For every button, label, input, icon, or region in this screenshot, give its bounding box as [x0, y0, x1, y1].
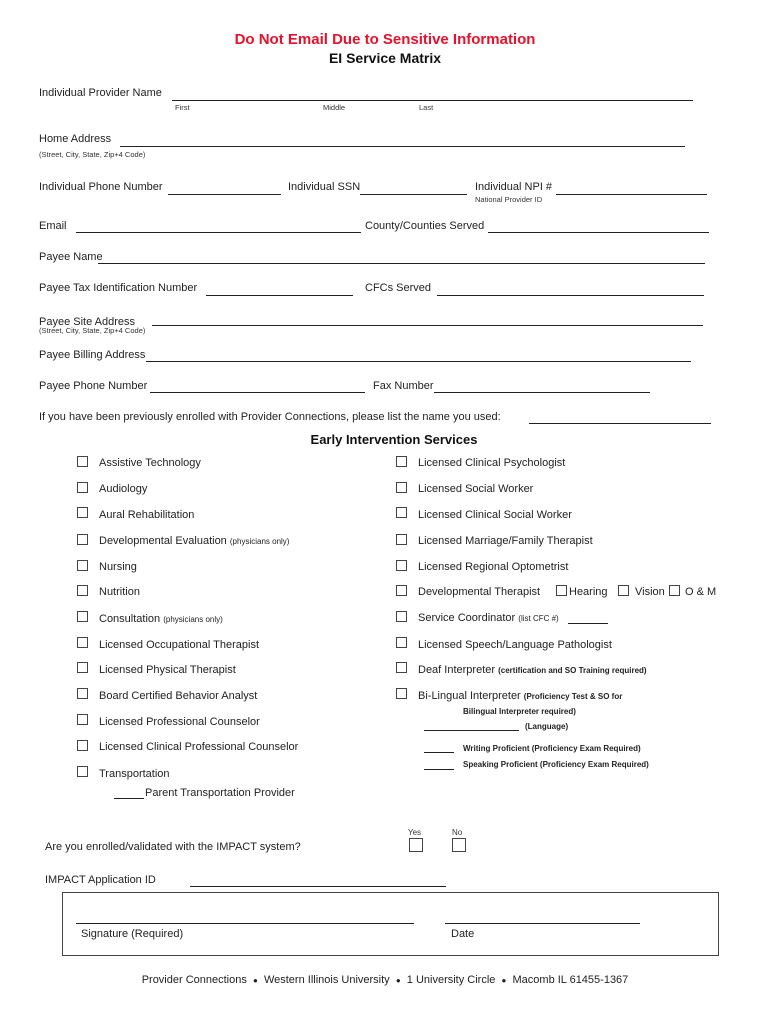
language-label: (Language)	[525, 722, 569, 731]
payee-name-field[interactable]	[98, 263, 705, 264]
service-note: (list CFC #)	[518, 614, 559, 623]
service-label: Licensed Clinical Professional Counselor	[99, 741, 299, 753]
cfc-number-field[interactable]	[568, 623, 608, 624]
footer-city: Macomb IL 61455-1367	[512, 974, 629, 986]
prev-enrolled-field[interactable]	[529, 423, 711, 424]
dt-vision-label: Vision	[635, 586, 665, 598]
service-label: Licensed Clinical Psychologist	[418, 457, 566, 469]
service-note: (physicians only)	[229, 537, 290, 546]
service-label: Bi-Lingual Interpreter	[418, 690, 521, 702]
phone-label: Individual Phone Number	[39, 181, 163, 193]
checkbox-transportation[interactable]	[77, 766, 88, 777]
checkbox-service-coordinator[interactable]	[396, 611, 407, 622]
service-item	[418, 690, 622, 703]
service-label: Licensed Professional Counselor	[99, 716, 260, 728]
service-item	[99, 535, 289, 548]
impact-question: Are you enrolled/validated with the IMPACT system?	[45, 841, 301, 853]
checkbox-nursing[interactable]	[77, 560, 88, 571]
service-label: Transportation	[99, 768, 170, 780]
service-label: Assistive Technology	[99, 457, 201, 469]
name-middle-hint: Middle	[323, 103, 346, 112]
npi-field[interactable]	[556, 194, 707, 195]
bilingual-note: Bilingual Interpreter required)	[463, 707, 576, 716]
checkbox-dt-vision[interactable]	[618, 585, 629, 596]
provider-name-field[interactable]	[172, 100, 693, 101]
ssn-field[interactable]	[360, 194, 467, 195]
speaking-proficient-label: Speaking Proficient (Proficiency Exam Required)	[463, 760, 649, 769]
service-note: (Proficiency Test & SO for	[523, 692, 623, 701]
sensitive-info-warning: Do Not Email Due to Sensitive Information	[234, 31, 536, 48]
prev-enrolled-label: If you have been previously enrolled with Provider Connections, please list the name you used:	[39, 411, 501, 423]
footer-org: Provider Connections	[141, 974, 247, 986]
footer-address: 1 University Circle	[406, 974, 496, 986]
checkbox-nutrition[interactable]	[77, 585, 88, 596]
service-label: Licensed Physical Therapist	[99, 664, 236, 676]
service-item	[418, 664, 647, 677]
speaking-proficient-field[interactable]	[424, 769, 454, 770]
checkbox-developmental-evaluation[interactable]	[77, 534, 88, 545]
footer-separator: ●	[252, 976, 258, 985]
service-label: Developmental Evaluation	[99, 535, 227, 547]
checkbox-bilingual-interpreter[interactable]	[396, 688, 407, 699]
checkbox-speech-language-pathologist[interactable]	[396, 637, 407, 648]
service-label: Licensed Occupational Therapist	[99, 639, 260, 651]
footer-separator: ●	[395, 976, 401, 985]
service-label: Board Certified Behavior Analyst	[99, 690, 258, 702]
service-note: (certification and SO Training required)	[498, 666, 647, 675]
county-label: County/Counties Served	[365, 220, 485, 232]
fax-label: Fax Number	[373, 380, 434, 392]
name-last-hint: Last	[419, 103, 434, 112]
payee-phone-label: Payee Phone Number	[39, 380, 148, 392]
service-label: Nutrition	[99, 586, 140, 598]
services-heading: Early Intervention Services	[310, 432, 478, 447]
checkbox-dt-om[interactable]	[669, 585, 680, 596]
parent-transport-field[interactable]	[114, 798, 144, 799]
payee-site-field[interactable]	[152, 325, 703, 326]
service-label: Consultation	[99, 613, 161, 625]
checkbox-social-worker[interactable]	[396, 482, 407, 493]
payee-phone-field[interactable]	[150, 392, 365, 393]
service-label: Deaf Interpreter	[418, 664, 496, 676]
footer-university: Western Illinois University	[263, 974, 390, 986]
checkbox-impact-yes[interactable]	[409, 838, 423, 852]
checkbox-clinical-social-worker[interactable]	[396, 507, 407, 518]
checkbox-developmental-therapist[interactable]	[396, 585, 407, 596]
cfcs-label: CFCs Served	[365, 282, 432, 294]
service-label: Licensed Regional Optometrist	[418, 561, 569, 573]
checkbox-physical-therapist[interactable]	[77, 662, 88, 673]
checkbox-professional-counselor[interactable]	[77, 714, 88, 725]
checkbox-clinical-psychologist[interactable]	[396, 456, 407, 467]
home-address-field[interactable]	[120, 146, 685, 147]
payee-billing-field[interactable]	[146, 361, 691, 362]
impact-app-id-field[interactable]	[190, 886, 446, 887]
impact-app-id-label: IMPACT Application ID	[45, 874, 156, 886]
name-first-hint: First	[175, 103, 190, 112]
checkbox-impact-no[interactable]	[452, 838, 466, 852]
checkbox-assistive-technology[interactable]	[77, 456, 88, 467]
signature-label: Signature (Required)	[81, 928, 184, 940]
npi-hint: National Provider ID	[475, 195, 543, 204]
writing-proficient-label: Writing Proficient (Proficiency Exam Required)	[463, 744, 641, 753]
parent-transport-label: Parent Transportation Provider	[145, 787, 295, 799]
county-field[interactable]	[488, 232, 709, 233]
checkbox-dt-hearing[interactable]	[556, 585, 567, 596]
checkbox-marriage-family-therapist[interactable]	[396, 534, 407, 545]
checkbox-aural-rehabilitation[interactable]	[77, 507, 88, 518]
yes-label: Yes	[408, 828, 422, 837]
payee-site-hint: (Street, City, State, Zip+4 Code)	[39, 326, 146, 335]
page-title: EI Service Matrix	[328, 50, 442, 66]
home-address-hint: (Street, City, State, Zip+4 Code)	[39, 150, 146, 159]
service-label: Developmental Therapist	[418, 586, 541, 598]
service-label: Licensed Social Worker	[418, 483, 534, 495]
ssn-label: Individual SSN	[288, 181, 361, 193]
language-field[interactable]	[424, 730, 519, 731]
dt-hearing-label: Hearing	[569, 586, 608, 598]
email-label: Email	[39, 220, 67, 232]
writing-proficient-field[interactable]	[424, 752, 454, 753]
date-label: Date	[451, 928, 475, 940]
checkbox-behavior-analyst[interactable]	[77, 688, 88, 699]
service-label: Licensed Marriage/Family Therapist	[418, 535, 593, 547]
no-label: No	[452, 828, 463, 837]
checkbox-audiology[interactable]	[77, 482, 88, 493]
date-field[interactable]	[445, 923, 640, 924]
payee-tin-field[interactable]	[206, 295, 353, 296]
service-item	[99, 613, 223, 626]
email-field[interactable]	[76, 232, 361, 233]
checkbox-deaf-interpreter[interactable]	[396, 662, 407, 673]
signature-field[interactable]	[76, 923, 414, 924]
signature-box	[62, 892, 719, 956]
home-address-label: Home Address	[39, 133, 112, 145]
cfcs-field[interactable]	[437, 295, 704, 296]
payee-billing-label: Payee Billing Address	[39, 349, 146, 361]
service-item	[418, 612, 559, 625]
service-label: Nursing	[99, 561, 137, 573]
provider-name-label: Individual Provider Name	[39, 87, 162, 99]
service-label: Audiology	[99, 483, 148, 495]
checkbox-consultation[interactable]	[77, 611, 88, 622]
payee-tin-label: Payee Tax Identification Number	[39, 282, 198, 294]
fax-field[interactable]	[434, 392, 650, 393]
payee-site-label: Payee Site Address	[39, 316, 136, 328]
checkbox-occupational-therapist[interactable]	[77, 637, 88, 648]
service-label: Aural Rehabilitation	[99, 509, 195, 521]
phone-field[interactable]	[168, 194, 281, 195]
service-label: Service Coordinator	[418, 612, 516, 624]
payee-name-label: Payee Name	[39, 251, 103, 263]
service-label: Licensed Clinical Social Worker	[418, 509, 572, 521]
footer-separator: ●	[501, 976, 507, 985]
checkbox-regional-optometrist[interactable]	[396, 560, 407, 571]
dt-om-label: O & M	[685, 586, 717, 598]
npi-label: Individual NPI #	[475, 181, 553, 193]
service-label: Licensed Speech/Language Pathologist	[418, 639, 612, 651]
checkbox-clinical-professional-counselor[interactable]	[77, 740, 88, 751]
service-note: (physicians only)	[163, 615, 223, 624]
footer	[0, 974, 770, 986]
